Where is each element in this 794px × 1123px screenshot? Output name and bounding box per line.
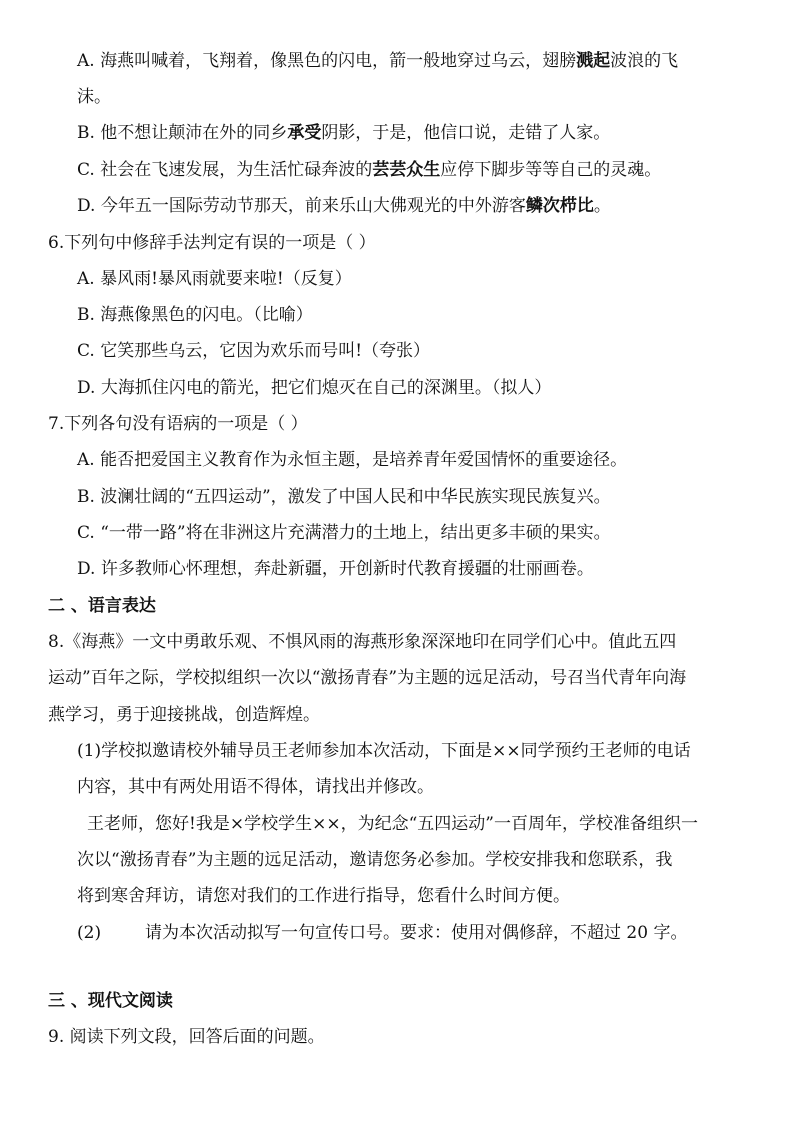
text-run: (1)学校拟邀请校外辅导员王老师参加本次活动，下面是××同学预约王老师的电话 xyxy=(77,741,691,761)
text-run: B. 他不想让颠沛在外的同乡 xyxy=(77,123,288,143)
text-run: C. 它笑那些乌云，它因为欢乐而号叫!（夸张） xyxy=(77,341,431,361)
text-run: 。 xyxy=(593,196,611,216)
text-run: 请为本次活动拟写一句宣传口号。要求：使用对偶修辞，不超过 20 字。 xyxy=(145,923,688,943)
option-7d xyxy=(77,558,594,580)
option-6a xyxy=(77,268,352,290)
text-run: 将到寒舍拜访，请您对我们的工作进行指导，您看什么时间方便。 xyxy=(77,886,570,906)
option-5a-continued xyxy=(77,86,111,108)
text-run: 6.下列句中修辞手法判定有误的一项是（ ） xyxy=(48,233,376,253)
option-7c xyxy=(77,522,611,544)
bold-term: 承受 xyxy=(287,123,322,143)
question-8 xyxy=(48,631,676,653)
question-8-line-2 xyxy=(48,667,686,689)
subquestion-8-2-number xyxy=(77,922,101,944)
text-run: 三 、现代文阅读 xyxy=(48,991,173,1011)
text-run: A. 海燕叫喊着，飞翔着，像黑色的闪电，箭一般地穿过乌云，翅膀 xyxy=(77,51,577,71)
option-5d xyxy=(77,195,611,217)
text-run: 应停下脚步等等自己的灵魂。 xyxy=(440,160,662,180)
text-run: D. 今年五一国际劳动节那天，前来乐山大佛观光的中外游客 xyxy=(77,196,526,216)
option-6d xyxy=(77,377,551,399)
text-run: 次以“激扬青春”为主题的远足活动，邀请您务必参加。学校安排我和您联系，我 xyxy=(77,850,673,870)
option-5b xyxy=(77,122,610,144)
question-8-line-3 xyxy=(48,704,320,726)
text-run: 内容，其中有两处用语不得体，请找出并修改。 xyxy=(77,777,434,797)
text-run: D. 大海抓住闪电的箭光，把它们熄灭在自己的深渊里。（拟人） xyxy=(77,378,552,398)
question-9 xyxy=(48,1026,325,1048)
text-run: 燕学习，勇于迎接挑战，创造辉煌。 xyxy=(48,705,320,725)
subquestion-8-1-line-2 xyxy=(77,776,434,798)
bold-term: 鳞次栉比 xyxy=(525,196,594,216)
text-run: 8.《海燕》一文中勇敢乐观、不惧风雨的海燕形象深深地印在同学们心中。值此五四 xyxy=(48,632,677,652)
text-run: 运动”百年之际，学校拟组织一次以“激扬青春”为主题的远足活动，号召当代青年向海 xyxy=(48,668,687,688)
text-run: 阴影，于是，他信口说，走错了人家。 xyxy=(321,123,611,143)
text-run: 波浪的飞 xyxy=(610,51,679,71)
bold-term: 溅起 xyxy=(576,51,611,71)
option-5a xyxy=(77,50,739,72)
text-run: C. “一带一路”将在非洲这片充满潜力的土地上，结出更多丰硕的果实。 xyxy=(77,523,611,543)
text-run: B. 波澜壮阔的“五四运动”，激发了中国人民和中华民族实现民族复兴。 xyxy=(77,487,611,507)
text-run: C. 社会在飞速发展，为生活忙碌奔波的 xyxy=(77,160,373,180)
section-heading-2 xyxy=(48,595,156,617)
text-run: 9. 阅读下列文段，回答后面的问题。 xyxy=(48,1027,325,1047)
option-5c xyxy=(77,159,661,181)
option-6c xyxy=(77,340,430,362)
subquestion-8-1 xyxy=(77,740,691,762)
text-run: 王老师，您好!我是×学校学生××，为纪念“五四运动”一百周年，学校准备组织一 xyxy=(87,814,698,834)
text-run: A. 暴风雨!暴风雨就要来啦!（反复） xyxy=(77,269,352,289)
text-run: B. 海燕像黑色的闪电。（比喻） xyxy=(77,305,313,325)
text-run: (2) xyxy=(77,923,102,943)
option-6b xyxy=(77,304,313,326)
phone-script-line-3 xyxy=(77,885,570,907)
phone-script-line-2 xyxy=(77,849,672,871)
text-run: 二 、语言表达 xyxy=(48,596,156,616)
subquestion-8-2 xyxy=(145,922,687,944)
text-run: D. 许多教师心怀理想，奔赴新疆，开创新时代教育援疆的壮丽画卷。 xyxy=(77,559,594,579)
section-heading-3 xyxy=(48,990,173,1012)
option-7b xyxy=(77,486,611,508)
phone-script xyxy=(87,813,698,835)
option-7a xyxy=(77,449,627,471)
question-7 xyxy=(48,413,308,435)
text-run: 7.下列各句没有语病的一项是（ ） xyxy=(48,414,308,434)
text-run: A. 能否把爱国主义教育作为永恒主题，是培养青年爱国情怀的重要途径。 xyxy=(77,450,628,470)
bold-term: 芸芸众生 xyxy=(372,160,441,180)
question-6 xyxy=(48,232,376,254)
text-run: 沫。 xyxy=(77,87,111,107)
